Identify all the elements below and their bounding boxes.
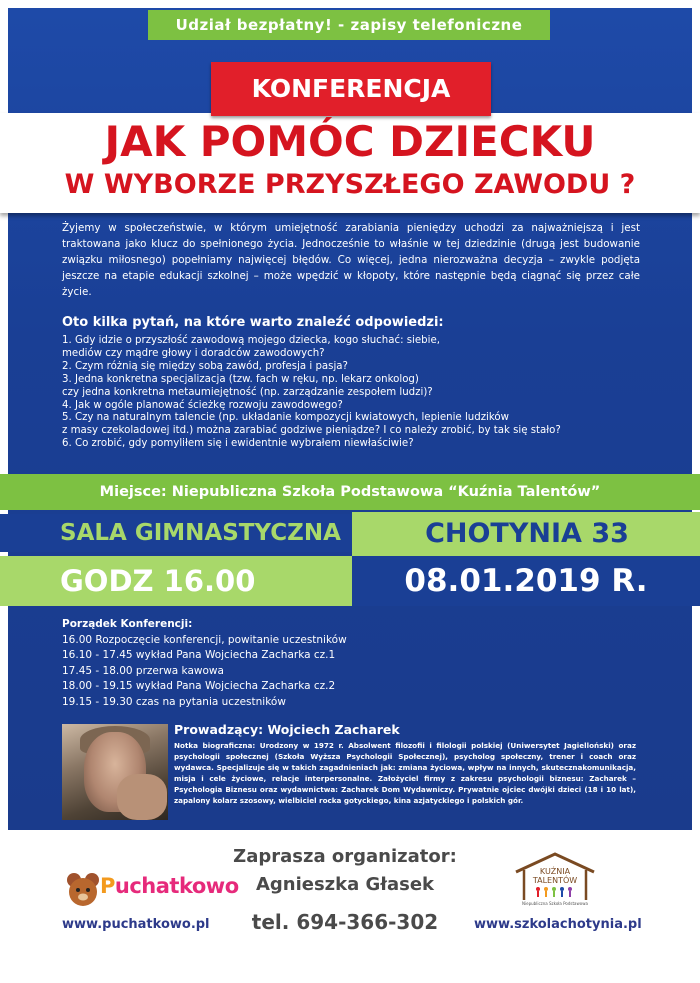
place-text: Miejsce: Niepubliczna Szkoła Podstawowa “Kuźnia Talentów” bbox=[99, 484, 601, 500]
intro-paragraph: Żyjemy w społeczeństwie, w którym umiejętność zarabiania pieniędzy uchodzi za najważniejszą i jest traktowana jako klucz do spełnionego życia. Jednocześnie to właśnie w tej dziedzinie (drugą jest budowanie związku miłosnego) popełniamy najwięcej błędów. Co więcej, jedna nierozważna decyzja – zwykle podjęta jeszcze na etapie edukacji szkolnej – może wpędzić w kłopoty, które następnie będą ciągnąć się przez całe życie. bbox=[62, 222, 640, 298]
kuznia-talentow-logo bbox=[512, 850, 598, 908]
school-url[interactable]: www.szkolachotynia.pl bbox=[474, 917, 642, 932]
organizer-name: Agnieszka Głasek bbox=[255, 874, 435, 895]
page-title: JAK POMÓC DZIECKU bbox=[104, 117, 596, 166]
hall-text: SALA GIMNASTYCZNA bbox=[60, 520, 341, 546]
schedule-item: 17.45 - 18.00 przerwa kawowa bbox=[62, 664, 224, 677]
question-line: czy jedna konkretna metaumiejętność (np. zarządzanie zespołem ludzi)? bbox=[62, 386, 433, 398]
puchatkowo-logo: Puchatkowo bbox=[100, 874, 239, 898]
address-text: CHOTYNIA 33 bbox=[425, 518, 629, 549]
conference-label: KONFERENCJA bbox=[211, 62, 491, 116]
svg-text:KUŹNIA: KUŹNIA bbox=[539, 867, 571, 876]
question-line: 3. Jedna konkretna specjalizacja (tzw. fach w ręku, np. lekarz onkolog) bbox=[62, 373, 419, 385]
question-line: mediów czy mądre głowy i doradców zawodowych? bbox=[62, 347, 325, 359]
presenter-photo bbox=[62, 724, 168, 820]
schedule-item: 16.00 Rozpoczęcie konferencji, powitanie uczestników bbox=[62, 633, 347, 646]
schedule-item: 16.10 - 17.45 wykład Pana Wojciecha Zacharka cz.1 bbox=[62, 649, 336, 662]
presenter-name: Prowadzący: Wojciech Zacharek bbox=[174, 722, 400, 737]
question-line: 1. Gdy idzie o przyszłość zawodową mojego dziecka, kogo słuchać: siebie, bbox=[62, 335, 440, 346]
date-text: 08.01.2019 R. bbox=[404, 563, 648, 599]
organizer-label: Zaprasza organizator: bbox=[233, 846, 457, 867]
svg-text:TALENTÓW: TALENTÓW bbox=[532, 876, 578, 885]
schedule-item: 18.00 - 19.15 wykład Pana Wojciecha Zacharka cz.2 bbox=[62, 680, 336, 693]
time-text: GODZ 16.00 bbox=[60, 564, 256, 598]
svg-text:Niepubliczna Szkoła Podstawowa: Niepubliczna Szkoła Podstawowa bbox=[522, 901, 588, 906]
page-subtitle: W WYBORZE PRZYSZŁEGO ZAWODU ? bbox=[64, 169, 636, 200]
question-line: 2. Czym różnią się między sobą zawód, profesja i pasja? bbox=[62, 360, 348, 372]
puchatkowo-url[interactable]: www.puchatkowo.pl bbox=[62, 917, 210, 932]
presenter-bio: Notka biograficzna: Urodzony w 1972 r. Absolwent filozofii i filologii polskiej (Uniwersytet Jagielloński) oraz psychologii społecznej (Szkoła Wyższa Psychologii Społecznej), psycholog społeczny, trener i coach oraz wydawca. Specjalizuje się w takich zagadnieniach jak: zmiana życiowa, wpływ na innych, skutecznakomunikacja, misja i cele życiowe, relacje interpersonalne. Założyciel firmy z zakresu psychologii biznesu: Zacharek – Psychologia Biznesu oraz wydawnictwa: Zacharek Dom Wydawniczy. Prywatnie ojciec dwójki dzieci (18 i 10 lat), zapalony kolarz szosowy, wielbiciel rocka gotyckiego, kina azjatyckiego i polskich gór. bbox=[174, 741, 636, 806]
schedule-item: 19.15 - 19.30 czas na pytania uczestników bbox=[62, 695, 286, 708]
question-line: 5. Czy na naturalnym talencie (np. układanie kompozycji kwiatowych, lepienie ludzików bbox=[62, 412, 509, 424]
organizer-block bbox=[180, 842, 510, 942]
question-line: 4. Jak w ogóle planować ścieżkę rozwoju zawodowego? bbox=[62, 399, 343, 411]
questions-list bbox=[62, 335, 662, 451]
questions-heading: Oto kilka pytań, na które warto znaleźć odpowiedzi: bbox=[62, 315, 444, 330]
schedule bbox=[62, 617, 662, 711]
question-line: 6. Co zrobić, gdy pomyliłem się i ewidentnie wybrałem niewłaściwie? bbox=[62, 438, 414, 450]
question-line: z masy czekoladowej itd.) można zarabiać godziwe pieniądze? I co należy zrobić, by tak się stało? bbox=[62, 425, 561, 437]
organizer-phone: tel. 694-366-302 bbox=[251, 910, 439, 934]
schedule-heading: Porządek Konferencji: bbox=[62, 618, 193, 630]
free-entry-badge: Udział bezpłatny! - zapisy telefoniczne bbox=[148, 10, 550, 40]
